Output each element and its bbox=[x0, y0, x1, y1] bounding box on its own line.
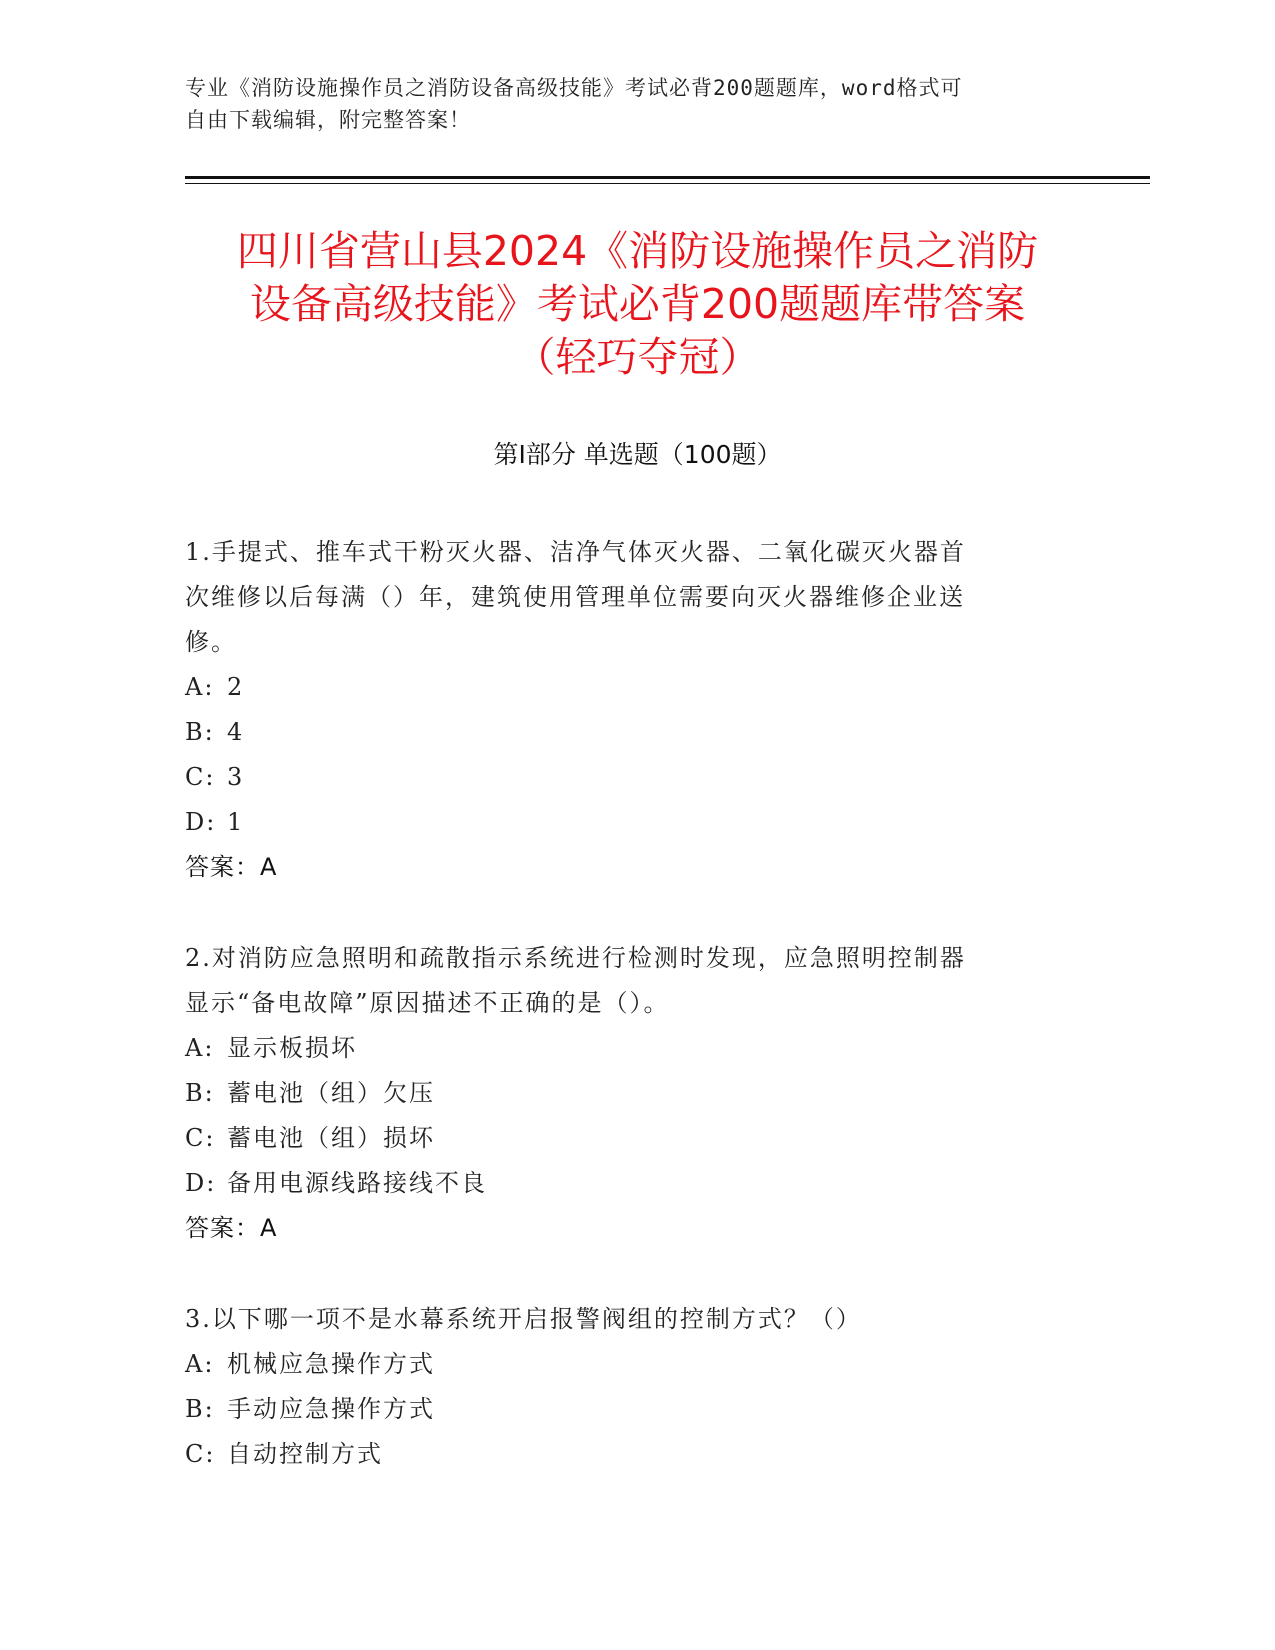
option-letter: B: bbox=[185, 1395, 215, 1423]
option-text: 显示板损坏 bbox=[227, 1034, 357, 1062]
answer-option bbox=[185, 1342, 1065, 1387]
option-letter: D: bbox=[185, 1169, 217, 1197]
title-line-1: 四川省营山县2024《消防设施操作员之消防 bbox=[236, 227, 1039, 275]
option-text: 1 bbox=[227, 808, 245, 836]
answer-key: 答案：A bbox=[185, 1214, 278, 1242]
answer-option bbox=[185, 1026, 1065, 1071]
answer-option bbox=[185, 665, 1065, 710]
answer-option bbox=[185, 1432, 1065, 1477]
answer-option bbox=[185, 1116, 1065, 1161]
header-divider-thin bbox=[185, 183, 1150, 184]
option-letter: B: bbox=[185, 1079, 215, 1107]
header-note-line-2: 自由下载编辑，附完整答案！ bbox=[185, 108, 471, 132]
question-stem-line: 2.对消防应急照明和疏散指示系统进行检测时发现，应急照明控制器 bbox=[185, 944, 966, 972]
title-line-3: （轻巧夺冠） bbox=[514, 333, 761, 381]
question-item bbox=[185, 936, 1065, 1251]
question-stem-line: 1.手提式、推车式干粉灭火器、洁净气体灭火器、二氧化碳灭火器首 bbox=[185, 538, 966, 566]
answer-option bbox=[185, 755, 1065, 800]
header-note bbox=[185, 72, 1065, 136]
option-text: 手动应急操作方式 bbox=[227, 1395, 435, 1423]
section-title: 第Ⅰ部分 单选题（100题） bbox=[493, 440, 782, 469]
option-letter: A: bbox=[185, 1350, 215, 1378]
title-line-2: 设备高级技能》考试必背200题题库带答案 bbox=[249, 280, 1026, 328]
answer-option bbox=[185, 1387, 1065, 1432]
option-text: 4 bbox=[227, 718, 245, 746]
question-stem-line: 修。 bbox=[185, 628, 237, 656]
answer-option bbox=[185, 1071, 1065, 1116]
answer-option bbox=[185, 710, 1065, 755]
option-letter: C: bbox=[185, 1440, 216, 1468]
answer-key: 答案：A bbox=[185, 853, 278, 881]
option-letter: A: bbox=[185, 673, 215, 701]
question-list bbox=[185, 530, 1065, 1523]
option-text: 机械应急操作方式 bbox=[227, 1350, 435, 1378]
option-text: 蓄电池（组）损坏 bbox=[227, 1124, 435, 1152]
header-divider-thick bbox=[185, 176, 1150, 179]
option-text: 蓄电池（组）欠压 bbox=[227, 1079, 435, 1107]
question-item bbox=[185, 1297, 1065, 1477]
option-letter: B: bbox=[185, 718, 215, 746]
header-note-line-1: 专业《消防设施操作员之消防设备高级技能》考试必背200题题库，word格式可 bbox=[185, 76, 963, 100]
option-letter: D: bbox=[185, 808, 217, 836]
option-letter: C: bbox=[185, 1124, 216, 1152]
option-text: 备用电源线路接线不良 bbox=[227, 1169, 487, 1197]
option-text: 3 bbox=[227, 763, 245, 791]
document-title bbox=[150, 225, 1125, 384]
question-stem-line: 次维修以后每满（）年，建筑使用管理单位需要向灭火器维修企业送 bbox=[185, 583, 965, 611]
question-stem-line: 显示“备电故障”原因描述不正确的是（）。 bbox=[185, 989, 670, 1017]
option-text: 自动控制方式 bbox=[227, 1440, 383, 1468]
option-letter: C: bbox=[185, 763, 216, 791]
option-letter: A: bbox=[185, 1034, 215, 1062]
option-text: 2 bbox=[227, 673, 245, 701]
answer-option bbox=[185, 800, 1065, 845]
question-stem-line: 3.以下哪一项不是水幕系统开启报警阀组的控制方式？（） bbox=[185, 1305, 862, 1333]
question-item bbox=[185, 530, 1065, 890]
answer-option bbox=[185, 1161, 1065, 1206]
